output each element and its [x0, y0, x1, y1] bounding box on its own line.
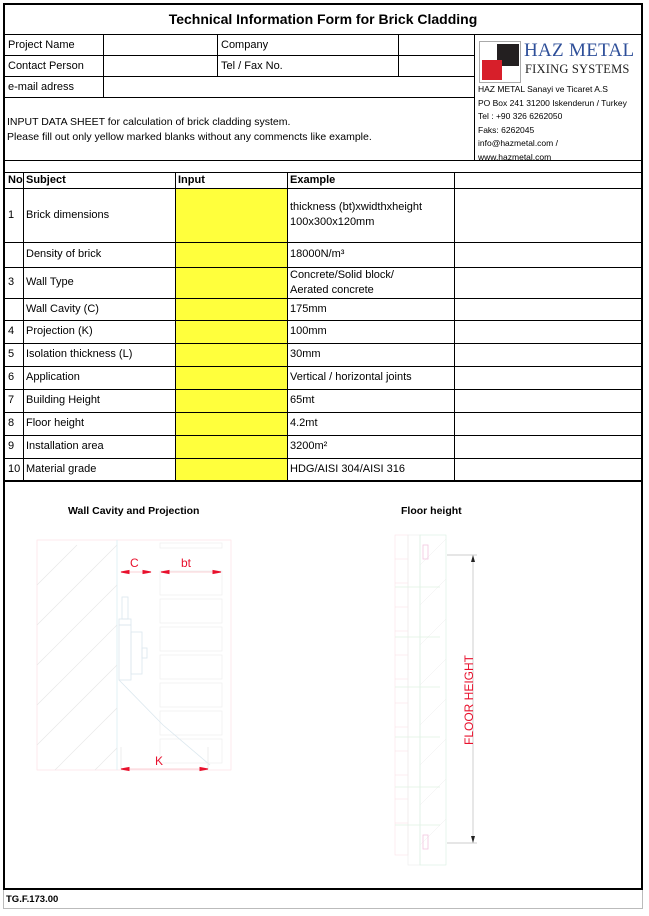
divider [5, 97, 475, 98]
logo-tagline: FIXING SYSTEMS [525, 62, 630, 76]
table-header-no: No [8, 174, 23, 186]
row-example-line2: Aerated concrete [290, 284, 374, 296]
divider [5, 480, 641, 482]
row-subject: Material grade [26, 463, 97, 475]
floor-height-diagram [385, 525, 505, 885]
row-subject: Isolation thickness (L) [26, 348, 133, 360]
wall-slab [420, 535, 446, 865]
divider [287, 172, 288, 480]
divider [454, 172, 455, 480]
row-example: 65mt [290, 394, 315, 406]
company-logo-block [475, 35, 641, 163]
row-input-value[interactable] [175, 188, 287, 242]
insulation-layer [408, 535, 420, 865]
row-example: 4.2mt [290, 417, 318, 429]
dimension-c [121, 571, 151, 574]
intro-text [7, 115, 372, 145]
wall-hatch [37, 545, 117, 770]
row-input-value[interactable] [175, 389, 287, 412]
row-subject: Brick dimensions [26, 209, 110, 221]
label-c: C [130, 556, 139, 570]
table-header-example: Example [290, 174, 336, 186]
project-name-label: Project Name [8, 39, 75, 51]
arrow-down-icon [471, 836, 475, 843]
row-number: 7 [8, 394, 15, 406]
slab-hatch [420, 539, 446, 845]
row-subject: Application [26, 371, 80, 383]
row-number: 6 [8, 371, 15, 383]
address-phone: Tel : +90 326 6262050 [478, 111, 563, 122]
logo-icon [479, 41, 521, 83]
contact-person-label: Contact Person [8, 60, 84, 72]
row-example: 100mm [290, 325, 327, 337]
company-field[interactable] [399, 35, 474, 55]
label-bt: bt [181, 556, 192, 570]
row-number [5, 298, 23, 320]
contact-person-field[interactable] [104, 56, 217, 76]
row-subject: Wall Cavity (C) [26, 303, 99, 315]
row-example-line2: 100x300x120mm [290, 216, 375, 228]
row-subject: Floor height [26, 417, 85, 429]
row-subject: Projection (K) [26, 325, 93, 337]
anchor-icon [423, 545, 428, 849]
row-number: 9 [8, 440, 15, 452]
row-example: 30mm [290, 348, 321, 360]
email-field[interactable] [104, 77, 474, 97]
wall-cavity-title: Wall Cavity and Projection [68, 505, 200, 517]
project-name-field[interactable] [104, 35, 217, 55]
tel-fax-label: Tel / Fax No. [221, 60, 283, 72]
row-number: 4 [8, 325, 15, 337]
floor-height-label: FLOOR HEIGHT [462, 654, 476, 745]
email-label: e-mail adress [8, 81, 75, 93]
row-input-value[interactable] [175, 298, 287, 320]
form-code: TG.F.173.00 [3, 890, 643, 909]
row-example: thickness (bt)xwidthxheight [290, 201, 423, 213]
label-k: K [155, 754, 164, 768]
row-example: 18000N/m³ [290, 248, 345, 260]
address-website: www.hazmetal.com [478, 152, 552, 162]
table-header-input: Input [178, 174, 205, 186]
floor-height-title: Floor height [401, 505, 462, 517]
row-example: 175mm [290, 303, 327, 315]
row-example: Concrete/Solid block/ [290, 269, 394, 281]
row-input-value[interactable] [175, 412, 287, 435]
address-line: PO Box 241 31200 Iskenderun / Turkey [478, 97, 627, 108]
divider [175, 172, 176, 480]
row-subject: Density of brick [26, 248, 102, 260]
row-example: HDG/AISI 304/AISI 316 [290, 463, 405, 475]
row-subject: Building Height [26, 394, 100, 406]
row-input-value[interactable] [175, 366, 287, 389]
intro-line-2: Please fill out only yellow marked blanks without any commencts like example. [7, 131, 372, 143]
row-input-value[interactable] [175, 242, 287, 267]
row-number: 1 [8, 209, 15, 221]
row-subject: Installation area [26, 440, 104, 452]
tel-fax-field[interactable] [399, 56, 474, 76]
row-number [5, 242, 23, 267]
arrow-up-icon [471, 555, 475, 562]
address-email: info@hazmetal.com / [478, 138, 558, 149]
row-number: 5 [8, 348, 15, 360]
wall-cavity-diagram [5, 525, 245, 785]
logo-red-square [482, 60, 502, 80]
intro-line-1: INPUT DATA SHEET for calculation of brick cladding system. [7, 116, 291, 128]
address-fax: Faks: 6262045 [478, 124, 535, 135]
floor-lines [395, 587, 440, 825]
row-example: Vertical / horizontal joints [290, 371, 412, 383]
divider [23, 172, 24, 480]
company-label: Company [221, 39, 269, 51]
table-header-subject: Subject [26, 174, 66, 186]
row-input-value[interactable] [175, 458, 287, 480]
row-example: 3200m² [290, 440, 328, 452]
row-number: 10 [8, 463, 21, 475]
logo-name: HAZ METAL [524, 40, 635, 61]
row-input-value[interactable] [175, 267, 287, 298]
row-subject: Wall Type [26, 276, 74, 288]
row-number: 8 [8, 417, 15, 429]
row-number: 3 [8, 276, 15, 288]
table-header-extra [454, 172, 641, 188]
row-input-value[interactable] [175, 343, 287, 366]
row-input-value[interactable] [175, 320, 287, 343]
dimension-k [121, 747, 208, 771]
row-input-value[interactable] [175, 435, 287, 458]
form-title: Technical Information Form for Brick Cladding [5, 5, 641, 35]
address-line: HAZ METAL Sanayi ve Ticaret A.S [478, 84, 608, 94]
brick-joints [395, 559, 408, 823]
bracket-icon [119, 597, 210, 765]
form-frame [3, 3, 643, 890]
